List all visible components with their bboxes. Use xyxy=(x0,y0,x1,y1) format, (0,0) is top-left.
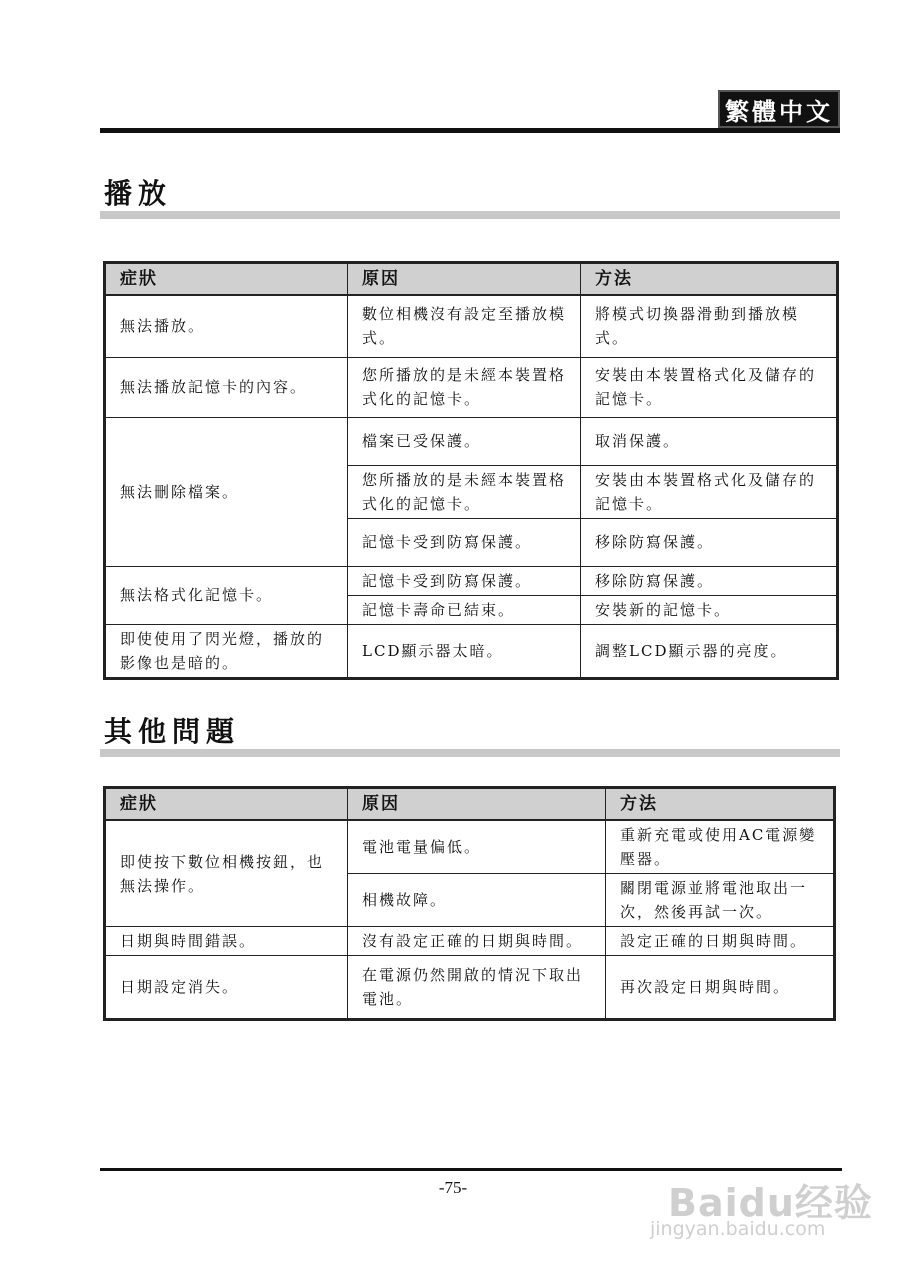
remedy-cell: 取消保護。 xyxy=(581,417,838,465)
cause-cell: 電池電量偏低。 xyxy=(348,820,606,874)
section-title-playback: 播放 xyxy=(104,177,173,210)
section-title-other: 其他問題 xyxy=(104,715,241,748)
cause-cell: 記憶卡受到防寫保護。 xyxy=(348,518,581,566)
table-row xyxy=(105,417,838,465)
table-row xyxy=(105,820,835,874)
symptom-cell: 無法刪除檔案。 xyxy=(105,417,348,566)
column-header-remedy: 方法 xyxy=(581,263,838,296)
table-row xyxy=(105,956,835,1020)
remedy-cell: 再次設定日期與時間。 xyxy=(606,956,835,1020)
header-rule xyxy=(100,128,840,133)
cause-cell: 記憶卡受到防寫保護。 xyxy=(348,566,581,595)
symptom-cell: 即使按下數位相機按鈕，也無法操作。 xyxy=(105,820,348,927)
cause-cell: 您所播放的是未經本裝置格式化的記憶卡。 xyxy=(348,465,581,518)
symptom-cell: 無法播放記憶卡的內容。 xyxy=(105,357,348,417)
cause-cell: 記憶卡壽命已結束。 xyxy=(348,595,581,624)
remedy-cell: 調整LCD顯示器的亮度。 xyxy=(581,624,838,678)
language-badge: 繁體中文 xyxy=(718,90,840,128)
column-header-symptom: 症狀 xyxy=(105,788,348,821)
remedy-cell: 安裝新的記憶卡。 xyxy=(581,595,838,624)
watermark-brand: Baidu经验 xyxy=(668,1181,873,1225)
troubleshooting-table-other xyxy=(103,786,836,1021)
remedy-cell: 關閉電源並將電池取出一次，然後再試一次。 xyxy=(606,874,835,927)
table-row xyxy=(105,624,838,678)
remedy-cell: 重新充電或使用AC電源變壓器。 xyxy=(606,820,835,874)
cause-cell: 相機故障。 xyxy=(348,874,606,927)
cause-cell: 在電源仍然開啟的情況下取出電池。 xyxy=(348,956,606,1020)
column-header-symptom: 症狀 xyxy=(105,263,348,296)
section-bar-playback xyxy=(100,211,840,219)
page-number: -75- xyxy=(438,1178,468,1197)
troubleshooting-table-playback xyxy=(103,261,839,680)
table-row xyxy=(105,357,838,417)
cause-cell: 數位相機沒有設定至播放模式。 xyxy=(348,295,581,357)
remedy-cell: 設定正確的日期與時間。 xyxy=(606,927,835,956)
remedy-cell: 移除防寫保護。 xyxy=(581,566,838,595)
table-row xyxy=(105,566,838,595)
remedy-cell: 移除防寫保護。 xyxy=(581,518,838,566)
section-bar-other xyxy=(100,749,840,757)
table-header-row xyxy=(105,788,835,821)
remedy-cell: 安裝由本裝置格式化及儲存的記憶卡。 xyxy=(581,357,838,417)
column-header-cause: 原因 xyxy=(348,263,581,296)
table-row xyxy=(105,295,838,357)
remedy-cell: 將模式切換器滑動到播放模式。 xyxy=(581,295,838,357)
table-row xyxy=(105,927,835,956)
column-header-remedy: 方法 xyxy=(606,788,835,821)
cause-cell: 沒有設定正確的日期與時間。 xyxy=(348,927,606,956)
symptom-cell: 日期與時間錯誤。 xyxy=(105,927,348,956)
column-header-cause: 原因 xyxy=(348,788,606,821)
symptom-cell: 無法格式化記憶卡。 xyxy=(105,566,348,624)
remedy-cell: 安裝由本裝置格式化及儲存的記憶卡。 xyxy=(581,465,838,518)
cause-cell: 檔案已受保護。 xyxy=(348,417,581,465)
symptom-cell: 即使使用了閃光燈，播放的影像也是暗的。 xyxy=(105,624,348,678)
symptom-cell: 日期設定消失。 xyxy=(105,956,348,1020)
cause-cell: 您所播放的是未經本裝置格式化的記憶卡。 xyxy=(348,357,581,417)
table-header-row xyxy=(105,263,838,296)
footer-rule xyxy=(100,1168,842,1171)
symptom-cell: 無法播放。 xyxy=(105,295,348,357)
cause-cell: LCD顯示器太暗。 xyxy=(348,624,581,678)
watermark-url: jingyan.baidu.com xyxy=(650,1218,826,1240)
